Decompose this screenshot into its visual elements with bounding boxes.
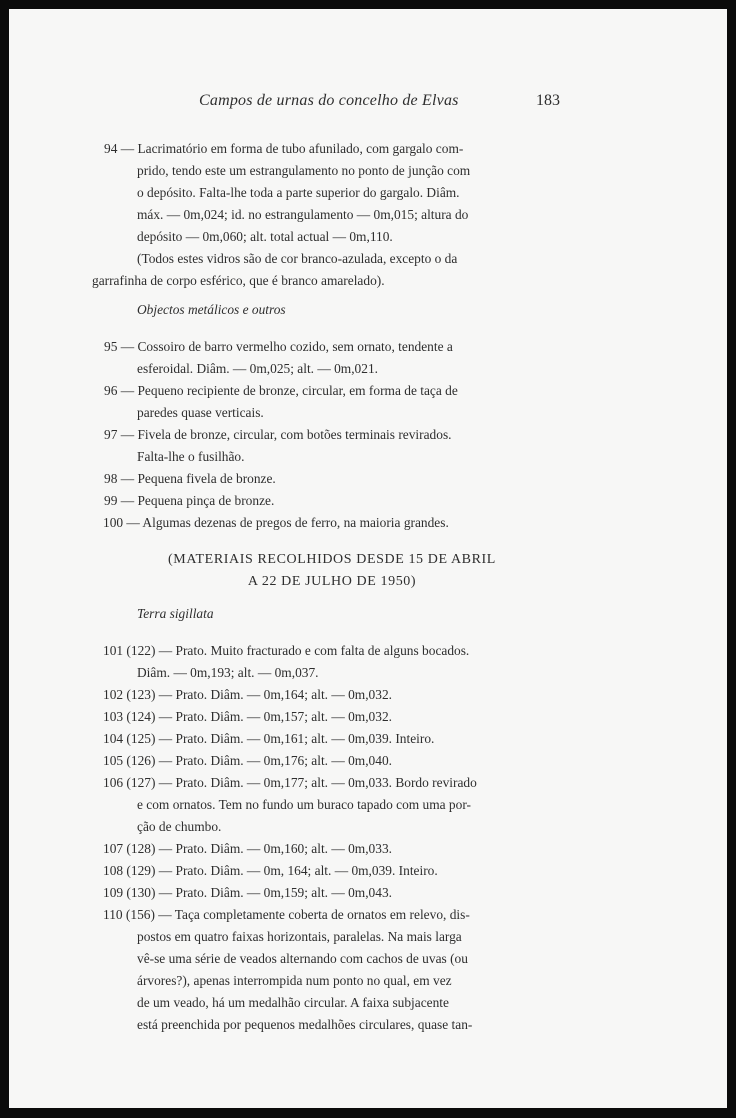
text-line: 104 (125) — Prato. Diâm. — 0m,161; alt. — 0m,039. Inteiro.	[103, 731, 435, 746]
text-line: 99 — Pequena pinça de bronze.	[104, 493, 275, 508]
text-line: 108 (129) — Prato. Diâm. — 0m, 164; alt. — 0m,039. Inteiro.	[103, 863, 438, 878]
text-line: 100 — Algumas dezenas de pregos de ferro, na maioria grandes.	[103, 515, 449, 530]
text-line: 102 (123) — Prato. Diâm. — 0m,164; alt. — 0m,032.	[103, 687, 392, 702]
text-line: e com ornatos. Tem no fundo um buraco tapado com uma por-	[137, 797, 471, 812]
text-line: Diâm. — 0m,193; alt. — 0m,037.	[137, 665, 319, 680]
text-line: prido, tendo este um estrangulamento no ponto de junção com	[137, 163, 471, 178]
text-line: depósito — 0m,060; alt. total actual — 0m,110.	[137, 229, 393, 244]
text-line: garrafinha de corpo esférico, que é branco amarelado).	[92, 273, 385, 288]
text-line: 97 — Fivela de bronze, circular, com botões terminais revirados.	[104, 427, 452, 442]
section-heading-line: A 22 DE JULHO DE 1950)	[247, 574, 417, 589]
text-line: 105 (126) — Prato. Diâm. — 0m,176; alt. — 0m,040.	[103, 753, 392, 768]
text-line: 107 (128) — Prato. Diâm. — 0m,160; alt. — 0m,033.	[103, 841, 392, 856]
text-line: árvores?), apenas interrompida num ponto no qual, em vez	[137, 973, 452, 988]
text-line: (Todos estes vidros são de cor branco-azulada, excepto o da	[137, 251, 458, 266]
text-line: vê-se uma série de veados alternando com cachos de uvas (ou	[137, 951, 468, 966]
text-line: 98 — Pequena fivela de bronze.	[104, 471, 276, 486]
text-line: 101 (122) — Prato. Muito fracturado e com falta de alguns bocados.	[103, 643, 470, 658]
text-line: esferoidal. Diâm. — 0m,025; alt. — 0m,021.	[137, 361, 378, 376]
page-number: 183	[536, 92, 560, 109]
text-line: paredes quase verticais.	[137, 405, 264, 420]
text-line: máx. — 0m,024; id. no estrangulamento — 0m,015; altura do	[137, 207, 469, 222]
text-line: 109 (130) — Prato. Diâm. — 0m,159; alt. — 0m,043.	[103, 885, 392, 900]
text-line: 95 — Cossoiro de barro vermelho cozido, sem ornato, tendente a	[104, 339, 453, 354]
text-line: 94 — Lacrimatório em forma de tubo afunilado, com gargalo com-	[104, 141, 464, 156]
text-line: 106 (127) — Prato. Diâm. — 0m,177; alt. — 0m,033. Bordo revirado	[103, 775, 477, 790]
text-line: postos em quatro faixas horizontais, paralelas. Na mais larga	[137, 929, 462, 944]
running-title: Campos de urnas do concelho de Elvas	[199, 92, 459, 109]
text-line: está preenchida por pequenos medalhões circulares, quase tan-	[137, 1017, 473, 1032]
text-line: 103 (124) — Prato. Diâm. — 0m,157; alt. — 0m,032.	[103, 709, 392, 724]
subheading: Terra sigillata	[137, 606, 214, 621]
text-line: Falta-lhe o fusilhão.	[137, 449, 245, 464]
text-line: 110 (156) — Taça completamente coberta de ornatos em relevo, dis-	[103, 907, 470, 922]
text-line: ção de chumbo.	[137, 819, 222, 834]
text-line: de um veado, há um medalhão circular. A faixa subjacente	[137, 995, 449, 1010]
text-line: o depósito. Falta-lhe toda a parte superior do gargalo. Diâm.	[137, 185, 460, 200]
text-line: 96 — Pequeno recipiente de bronze, circular, em forma de taça de	[104, 383, 458, 398]
subheading: Objectos metálicos e outros	[137, 302, 286, 317]
scanned-page	[9, 9, 727, 1108]
section-heading-line: (MATERIAIS RECOLHIDOS DESDE 15 DE ABRIL	[168, 552, 496, 567]
